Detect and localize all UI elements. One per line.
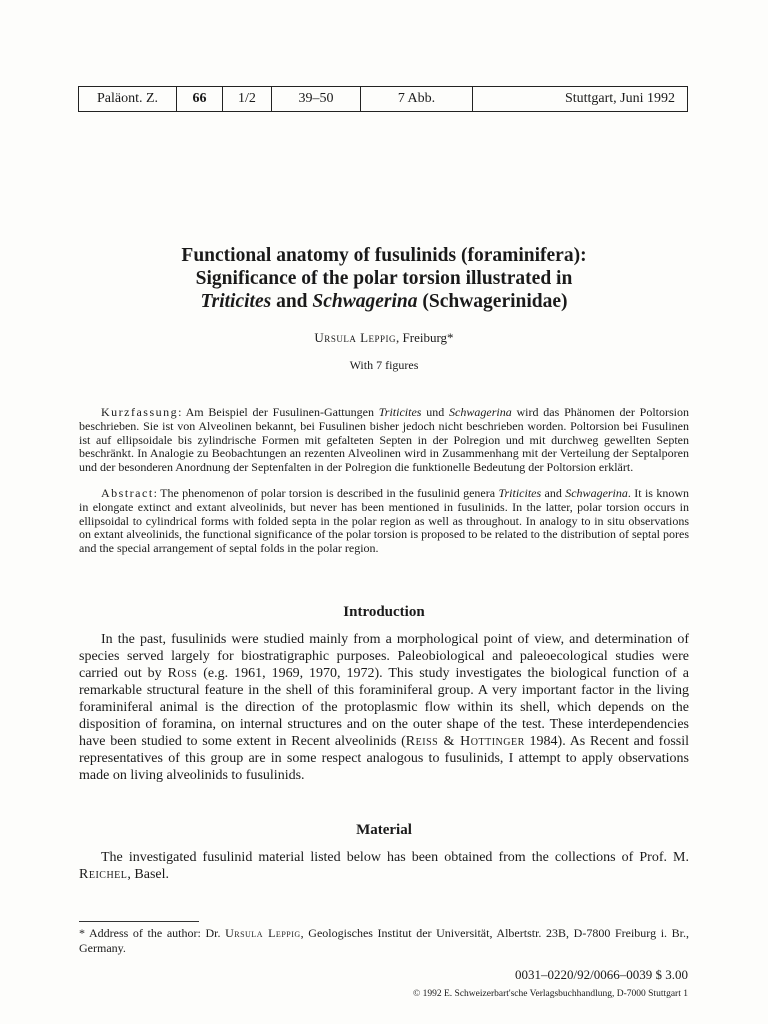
journal-place-date: Stuttgart, Juni 1992 xyxy=(564,91,675,106)
intro-text-1: In the past, fusulinids were studied mainly from a morphological point of view, and determination of species served largely for biostratigraphic purposes. Paleobiological and paleoecological studies were carried out by xyxy=(79,632,689,681)
footnote-text-2: , Geologisches Institut der Universität, Albertstr. 23B, D-7800 Freiburg i. Br., Germany. xyxy=(79,926,690,955)
title-line-2: Significance of the polar torsion illustrated in xyxy=(195,268,573,289)
abstract-text-3: . It is known in elongate extinct and extant alveolinids, but never has been mentioned in fusulinids. In the latter, polar torsion occurs in ellipsoidal to cylindrical forms with folded septa in the polar region as well as throughout. In analogy to in situ observations on extant alveolinids, the functional significance of the polar torsion is proposed to be related to the distribution of septal pores and the special arrangement of septal folds in the polar region. xyxy=(79,486,690,556)
journal-name: Paläont. Z. xyxy=(79,87,177,111)
author-name: Ursula Leppig xyxy=(314,330,397,345)
kurzfassung-text-2: und xyxy=(421,405,450,419)
title-line-3 xyxy=(90,290,678,313)
material-name-reichel: Reichel xyxy=(79,867,128,882)
material-text-1: The investigated fusulinid material listed below has been obtained from the collections of Prof. M. xyxy=(101,850,689,865)
kurzfassung-text-1: : Am Beispiel der Fusulinen-Gattungen xyxy=(178,405,379,419)
material-heading: Material xyxy=(356,822,412,838)
figures-note: With 7 figures xyxy=(349,358,419,372)
journal-header-box xyxy=(78,86,688,112)
footnote-text-1: * Address of the author: Dr. xyxy=(79,926,226,940)
author-address-footnote xyxy=(79,926,689,956)
introduction-paragraph xyxy=(79,631,689,784)
abstract-genus-2: Schwagerina xyxy=(565,486,628,500)
kurzfassung-label: Kurzfassung xyxy=(101,405,179,419)
footnote-author-name: Ursula Leppig xyxy=(225,926,301,940)
abstract-genus-1: Triticites xyxy=(498,486,542,500)
article-title xyxy=(90,244,678,313)
intro-text-3: 1984). As Recent and fossil representatives of this group are in some respect analogous to fusulinids, I attempt to apply observations made on living alveolinids to fusulinids. xyxy=(79,734,690,783)
kurzfassung-paragraph xyxy=(79,406,689,475)
introduction-heading: Introduction xyxy=(343,604,425,620)
author-line xyxy=(90,330,678,346)
material-paragraph xyxy=(79,849,689,883)
footnote-divider xyxy=(79,921,199,922)
kurzfassung-genus-1: Triticites xyxy=(378,405,422,419)
title-and: and xyxy=(271,291,313,312)
copyright-line: © 1992 E. Schweizerbart'sche Verlagsbuchhandlung, D-7000 Stuttgart 1 xyxy=(413,989,688,999)
journal-issue: 1/2 xyxy=(223,87,272,111)
kurzfassung-text-3: wird das Phänomen der Poltorsion beschrieben. Sie ist von Alveolinen bekannt, bei Fusulinen bisher jedoch nicht beschrieben worden. Poltorsion bei Fusulinen ist auf ellipsoidale bis zylindrische Formen mit gefalteten Septen in der Polregion und mit durchweg gewellten Septen beschränkt. In Analogie zu Beobachtungen an rezenten Alveolinen wird in Zusammenhang mit der Verteilung der Septalporen und der besonderen Anordnung der Septenfalten in der Polregion die funktionelle Bedeutung der Poltorsion erklärt. xyxy=(79,405,689,475)
kurzfassung-genus-2: Schwagerina xyxy=(449,405,512,419)
intro-text-2: (e.g. 1961, 1969, 1970, 1972). This study investigates the biological function of a remarkable structural feature in the shell of this foraminiferal group. A very important factor in the living foraminiferal animal is the direction of the protoplasmic flow within its shell, which depends on the disposition of foramina, on internal structures and on the outer shape of the test. These interdependencies have been studied to some extent in Recent alveolinids ( xyxy=(79,666,689,749)
abstract-label: Abstract xyxy=(101,486,154,500)
issn-code: 0031–0220/92/0066–0039 $ 3.00 xyxy=(515,967,688,982)
intro-citation-ross: Ross xyxy=(167,666,198,681)
title-genus-schwagerina: Schwagerina xyxy=(312,291,418,312)
journal-volume: 66 xyxy=(177,87,223,111)
title-line-1: Functional anatomy of fusulinids (foraminifera): xyxy=(181,245,587,266)
title-family: (Schwagerinidae) xyxy=(417,291,568,312)
abstract-text-1: : The phenomenon of polar torsion is described in the fusulinid genera xyxy=(153,486,499,500)
journal-figures: 7 Abb. xyxy=(361,87,473,111)
abstract-paragraph xyxy=(79,487,689,556)
abstract-text-2: and xyxy=(541,486,566,500)
title-genus-triticites: Triticites xyxy=(200,291,272,312)
intro-citation-reiss-hottinger: Reiss & Hottinger xyxy=(405,734,525,749)
material-text-2: , Basel. xyxy=(127,867,169,882)
journal-pages: 39–50 xyxy=(272,87,361,111)
author-affiliation: , Freiburg* xyxy=(396,330,454,345)
